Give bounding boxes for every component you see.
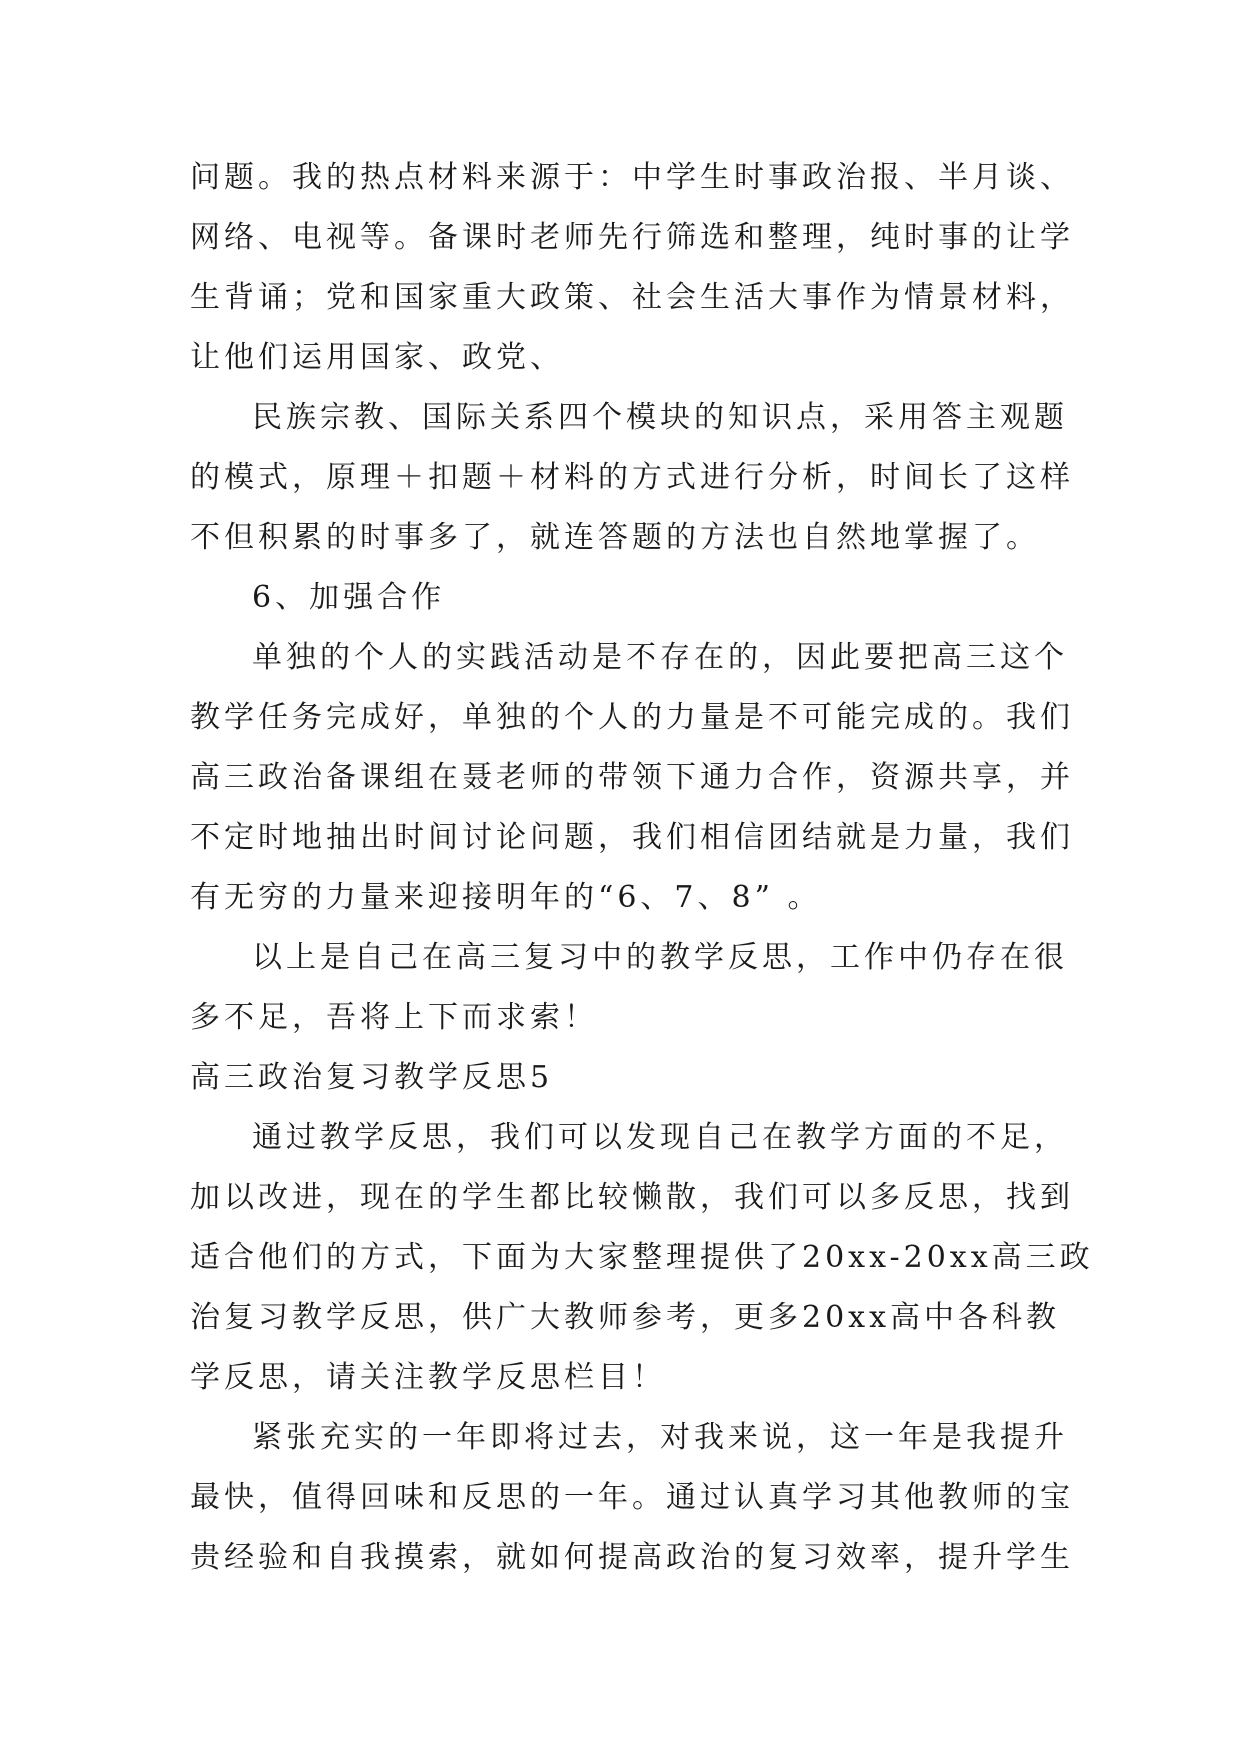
- text-line: 单独的个人的实践活动是不存在的，因此要把高三这个: [252, 640, 1068, 675]
- text-line: 有无穷的力量来迎接明年的“6、7、8” 。: [190, 880, 822, 915]
- text-line: 以上是自己在高三复习中的教学反思，工作中仍存在很: [252, 940, 1068, 975]
- text-line: 适合他们的方式，下面为大家整理提供了20xx-20xx高三政: [190, 1240, 1094, 1275]
- text-line: 贵经验和自我摸索，就如何提高政治的复习效率，提升学生: [190, 1540, 1074, 1575]
- document-body: [190, 148, 1094, 1588]
- text-line: 治复习教学反思，供广大教师参考，更多20xx高中各科教: [190, 1300, 1061, 1335]
- text-line: 民族宗教、国际关系四个模块的知识点，采用答主观题: [252, 400, 1068, 435]
- section-heading: 6、加强合作: [252, 580, 446, 615]
- text-line: 加以改进，现在的学生都比较懒散，我们可以多反思，找到: [190, 1180, 1074, 1215]
- text-line: 的模式，原理＋扣题＋材料的方式进行分析，时间长了这样: [190, 460, 1074, 495]
- text-line: 问题。我的热点材料来源于：中学生时事政治报、半月谈、: [190, 160, 1074, 195]
- text-line: 紧张充实的一年即将过去，对我来说，这一年是我提升: [252, 1420, 1068, 1455]
- text-line: 不定时地抽出时间讨论问题，我们相信团结就是力量，我们: [190, 820, 1074, 855]
- text-line: 生背诵；党和国家重大政策、社会生活大事作为情景材料，: [190, 280, 1074, 315]
- text-line: 教学任务完成好，单独的个人的力量是不可能完成的。我们: [190, 700, 1074, 735]
- article-title: 高三政治复习教学反思5: [190, 1060, 554, 1095]
- text-line: 让他们运用国家、政党、: [190, 340, 564, 375]
- text-line: 不但积累的时事多了，就连答题的方法也自然地掌握了。: [190, 520, 1040, 555]
- text-line: 高三政治备课组在聂老师的带领下通力合作，资源共享，并: [190, 760, 1074, 795]
- text-line: 学反思，请关注教学反思栏目！: [190, 1360, 666, 1395]
- text-line: 多不足，吾将上下而求索！: [190, 1000, 598, 1035]
- text-line: 通过教学反思，我们可以发现自己在教学方面的不足，: [252, 1120, 1068, 1155]
- text-line: 网络、电视等。备课时老师先行筛选和整理，纯时事的让学: [190, 220, 1074, 255]
- text-line: 最快，值得回味和反思的一年。通过认真学习其他教师的宝: [190, 1480, 1074, 1515]
